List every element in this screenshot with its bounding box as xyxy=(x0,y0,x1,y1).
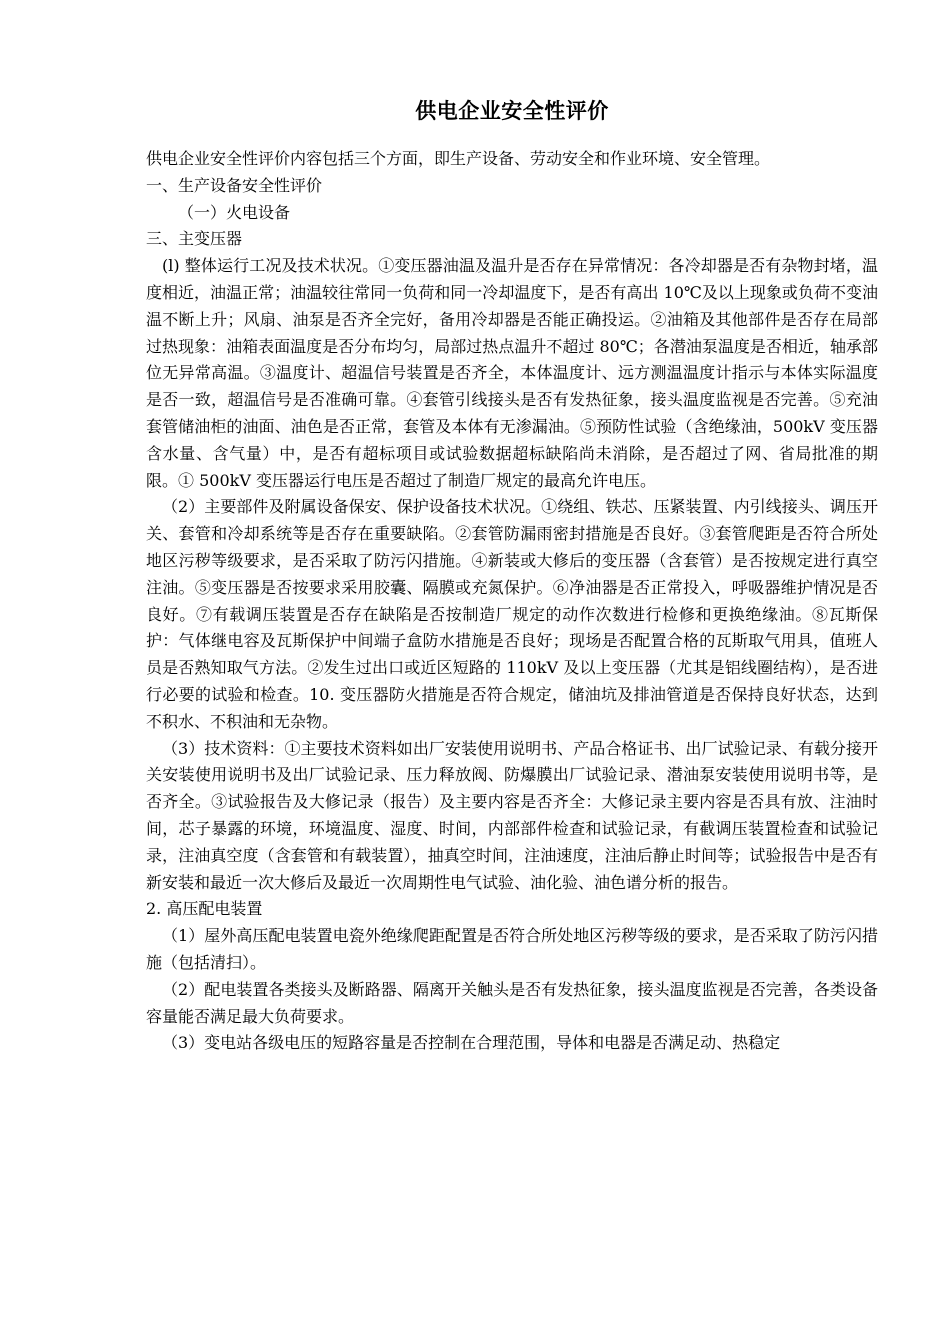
section-heading-1: 一、生产设备安全性评价 xyxy=(146,175,323,195)
section-heading-hv-switchgear: 2. 高压配电装置 xyxy=(146,899,263,919)
paragraph-overall-condition: (l) 整体运行工况及技术状况。①变压器油温及温升是否存在异常情况：各冷却器是否有杂物封堵，温度相近，油温正常；油温较往常同一负荷和同一冷却温度下，是否有高出 10℃及以上现象或负荷不变油温不断上升；风扇、油泵是否齐全完好，备用冷却器是否能正确投运。②油箱及其他部件是否存在局部过热现象：油箱表面温度是否分布均匀，局部过热点温升不超过 80℃；各潜油泵温度是否相近，轴承部位无异常高温。③温度计、超温信号装置是否齐全，本体温度计、远方测温温度计指示与本体实际温度是否一致，超温信号是否准确可靠。④套管引线接头是否有发热征象，接头温度监视是否完善。⑤充油套管储油柜的油面、油色是否正常，套管及本体有无渗漏油。⑤预防性试验（含绝缘油，500kV 变压器含水量、含气量）中，是否有超标项目或试验数据超标缺陷尚未消除，是否超过了网、省局批准的期限。① 500kV 变压器运行电压是否超过了制造厂规定的最高允许电压。 xyxy=(146,256,878,490)
intro-paragraph: 供电企业安全性评价内容包括三个方面，即生产设备、劳动安全和作业环境、安全管理。 xyxy=(146,149,771,168)
subsection-heading-thermal: （一）火电设备 xyxy=(178,202,291,222)
paragraph-joint-heating: （2）配电装置各类接头及断路器、隔离开关触头是否有发热征象，接头温度监视是否完善，各类设备容量能否满足最大负荷要求。 xyxy=(146,979,878,1026)
paragraph-outdoor-insulation: （1）屋外高压配电装置电瓷外绝缘爬距配置是否符合所处地区污秽等级的要求，是否采取了防污闪措施（包括清扫）。 xyxy=(146,926,878,972)
section-heading-transformer: 三、主变压器 xyxy=(146,229,243,249)
document-title: 供电企业安全性评价 xyxy=(415,99,609,123)
document-page xyxy=(146,92,878,1057)
paragraph-technical-docs: （3）技术资料：①主要技术资料如出厂安装使用说明书、产品合格证书、出厂试验记录、有载分接开关安装使用说明书及出厂试验记录、压力释放阀、防爆膜出厂试验记录、潜油泵安装使用说明书等，是否齐全。③试验报告及大修记录（报告）及主要内容是否齐全：大修记录主要内容是否具有放、注油时间，芯子暴露的环境，环境温度、湿度、时间，内部部件检查和试验记录，有截调压装置检查和试验记录，注油真空度（含套管和有载装置），抽真空时间，注油速度，注油后静止时间等；试验报告中是否有新安装和最近一次大修后及最近一次周期性电气试验、油化验、油色谱分析的报告。 xyxy=(146,738,878,892)
paragraph-short-circuit: （3）变电站各级电压的短路容量是否控制在合理范围，导体和电器是否满足动、热稳定 xyxy=(162,1033,781,1053)
paragraph-main-components: （2）主要部件及附属设备保安、保护设备技术状况。①绕组、铁芯、压紧装置、内引线接头、调压开关、套管和冷却系统等是否存在重要缺陷。②套管防漏雨密封措施是否良好。③套管爬距是否符合所处地区污秽等级要求，是否采取了防污闪措施。④新装或大修后的变压器（含套管）是否按规定进行真空注油。⑤变压器是否按要求采用胶囊、隔膜或充氮保护。⑥净油器是否正常投入，呼吸器维护情况是否良好。⑦有载调压装置是否存在缺陷是否按制造厂规定的动作次数进行检修和更换绝缘油。⑧瓦斯保护：气体继电容及瓦斯保护中间端子盒防水措施是否良好；现场是否配置合格的瓦斯取气用具，值班人员是否熟知取气方法。②发生过出口或近区短路的 110kV 及以上变压器（尤其是铝线圈结构），是否进行必要的试验和检查。10. 变压器防火措施是否符合规定，储油坑及排油管道是否保持良好状态，达到不积水、不积油和无杂物。 xyxy=(146,497,878,731)
